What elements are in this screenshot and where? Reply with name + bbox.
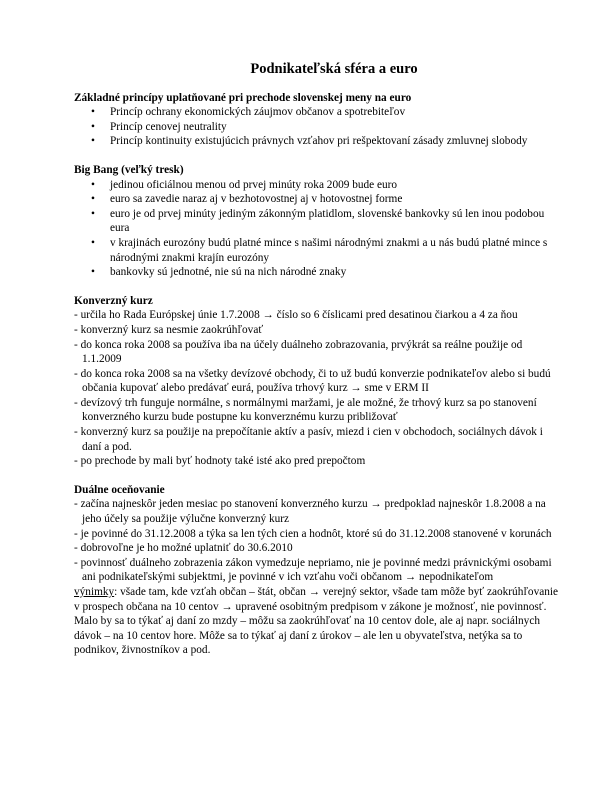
- bullet-icon: •: [91, 266, 95, 279]
- bullet-icon: •: [91, 135, 95, 148]
- dash-item: - konverzný kurz sa nesmie zaokrúhľovať: [74, 323, 264, 336]
- exceptions-text: : všade tam, kde vzťah občan – štát, občan → verejný sektor, všade tam môže byť zaokrúhľovanie v prospech občana na 10 centov → upravené osobitným predpisom v zákone je možnosť, nie povinnosť. Malo by sa to týkať aj daní zo mzdy – môžu sa zaokrúhľovať na 10 centov dole, ale aj napr. sociálnych dávok – na 10 centov hore. Môže sa to týkať aj daní z úrokov – ale len u obyvateľstva, netýka sa to podnikov, živnostníkov a pod.: [74, 586, 559, 657]
- dash-item: - dobrovoľne je ho možné uplatniť do 30.6.2010: [74, 542, 293, 555]
- section-conversion-rate: [74, 294, 564, 469]
- bullet-icon: •: [91, 193, 95, 206]
- bullet-list: [74, 178, 564, 280]
- section-principles: [74, 91, 564, 149]
- dash-item: - do konca roka 2008 sa používa iba na účely duálneho zobrazovania, prvýkrát sa reálne použije od 1.1.2009: [74, 338, 523, 366]
- dash-item: - konverzný kurz sa použije na prepočítanie aktív a pasív, miezd i cien v obchodoch, sociálnych dávok i daní a pod.: [74, 426, 543, 453]
- dash-item: - do konca roka 2008 sa na všetky devízové obchody, či to už budú konverzie podnikateľov alebo si budú občania kupovať alebo predávať eurá, používa trhový kurz → sme v ERM II: [74, 367, 551, 395]
- document-page: [74, 62, 564, 672]
- list-item: • bankovky sú jednotné, nie sú na nich národné znaky: [91, 266, 347, 279]
- section-big-bang: [74, 163, 564, 280]
- bullet-icon: •: [91, 120, 95, 133]
- bullet-icon: •: [91, 207, 95, 220]
- dash-item: - povinnosť duálneho zobrazenia zákon vymedzuje nepriamo, nie je povinné medzi právnickými osobami ani podnikateľskými subjektmi, je povinné v ich vzťahu voči občanom → nepodnikateľom: [74, 556, 552, 584]
- dash-item: - určila ho Rada Európskej únie 1.7.2008 → číslo so 6 číslicami pred desatinou čiarkou a 4 za ňou: [74, 309, 518, 322]
- section-heading: Big Bang (veľký tresk): [74, 163, 184, 176]
- list-item: • Princíp ochrany ekonomických záujmov občanov a spotrebiteľov: [91, 106, 406, 119]
- dash-item: - začína najneskôr jeden mesiac po stanovení konverzného kurzu → predpoklad najneskôr 1.8.2008 a na jeho účely sa použije výlučne konverzný kurz: [74, 498, 546, 526]
- document-title: Podnikateľská sféra a euro: [250, 61, 418, 77]
- list-item: • euro sa zavedie naraz aj v bezhotovostnej aj v hotovostnej forme: [91, 193, 403, 206]
- section-heading: Konverzný kurz: [74, 294, 153, 307]
- dash-item: - po prechode by mali byť hodnoty také isté ako pred prepočtom: [74, 455, 366, 468]
- section-heading: Základné princípy uplatňované pri prechode slovenskej meny na euro: [74, 91, 412, 104]
- list-item: • v krajinách eurozóny budú platné mince s našimi národnými znakmi a u nás budú platné mince s národnými znakmi krajín eurozóny: [91, 236, 548, 264]
- list-item: • jedinou oficiálnou menou od prvej minúty roka 2009 bude euro: [91, 178, 398, 191]
- dash-item: - devízový trh funguje normálne, s normálnymi maržami, je ale možné, že trhový kurz sa po stanovení konverzného kurzu bude postupne ku konverznému kurzu približovať: [74, 396, 537, 424]
- dash-item: - je povinné do 31.12.2008 a týka sa len tých cien a hodnôt, ktoré sú do 31.12.2008 stanovené v korunách: [74, 527, 552, 540]
- section-heading: Duálne oceňovanie: [74, 483, 165, 496]
- bullet-icon: •: [91, 106, 95, 119]
- exceptions-label: výnimky: [74, 586, 115, 598]
- bullet-icon: •: [91, 236, 95, 249]
- list-item: • euro je od prvej minúty jediným zákonným platidlom, slovenské bankovky sú len inou podobou eura: [91, 207, 545, 235]
- list-item: • Princíp kontinuity existujúcich právnych vzťahov pri rešpektovaní zásady zmluvnej slobody: [91, 135, 528, 148]
- bullet-list: [74, 105, 564, 149]
- section-dual-pricing: [74, 483, 564, 658]
- exceptions-paragraph: [74, 585, 564, 658]
- bullet-icon: •: [91, 178, 95, 191]
- list-item: • Princíp cenovej neutrality: [91, 120, 227, 133]
